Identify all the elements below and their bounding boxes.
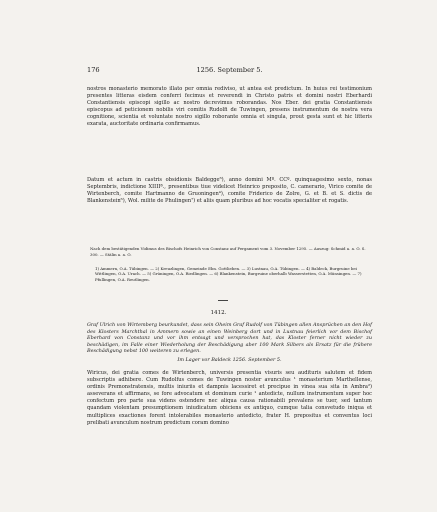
paragraph: Datum et actum in castris obsidionis Baldegge⁶), anno domini Mº. CCº. quinquagesimo sexto, nonas Septembris, indictione XIIIIª., presentibus tiue videlicet Heinrico preposito, C. camerario, Virico comite de Wirtenberch, comite Hartmanno de Gruoningen⁴), comite Friderico de Zolre, G. et B. et S. dictis de Blankenstein⁶), Wol. milite de Phulingen⁷) et aliis quam pluribus ad hoc vocatis specialiter et rogatis. — [87, 177, 372, 205]
regest-summary: Graf Ulrich von Wirtemberg beurkundet, dass sein Oheim Graf Rudolf von Tübingen allen Ansprüchen an den Hof des Klosters Marchthal in Ammern sowie an einen Weinberg dort und in Lustnau feierlich vor dem Bischof Eberhard von Constanz und vor ihm entsagt und versprochen hat, das Kloster ferner nicht wieder zu beschädigen, im Falle einer Wiederholung der Beschädigung aber 100 Mark Silbers als Ersatz für die frühere Beschädigung nebst 100 weiteren zu erlegen. — [87, 322, 372, 355]
text-block-charter — [87, 370, 372, 427]
footnote-line: 1) Ammern, O.A. Tübingen. — 2) Kreuzlingen, Gemeinde Ebn. Gottlieben. — 3) Lustnau, O.A. Tübingen. — 4) Baldeck, Burgruine bei Wittlingen, O.A. Urach. — 5) Grüningen, O.A. Riedlingen. — 6) Blankenstein, Burgruine oberhalb Wasserstetten, O.A. Münsingen. — 7) Pfullingen, O.A. Reutlingen. — [95, 266, 362, 282]
page-number: 176 — [87, 66, 100, 74]
paragraph: nostros monasterio memorato illato per omnia rediviso, ut antea est predictum. In huius rei testimonium presentes litteras eisdem conferri fecimus et reverendi in Christo patris et domini nostri Eberhardi Constantiensis episcopi sigillo ac nostro de:revimus roborandas. Nos Eber. dei gratia Constantiensis episcopus ad peticionem nobilis viri comitis Rudolfi de Tuwingen, presens instrumentum de nostra vera cognitione, scientia et voluntate nostro sigillo roborante omnia et singula, prout gesta sunt et hic litteris exarata, auctoritate ordinaria confirmamus. — [87, 86, 372, 128]
paragraph: Wiricus, dei gratia comes de Wirtenberch, universis presentia visuris seu audituris salutem et fidem subscriptis adhibere. Cum Rudolfus comes de Tuwingen noster avunculus ¹ monasterium Marthellense, ordinis Premonstratensis, multis iniuriis et dampnis lacessiret et precipue in vinea sua sita in Ambra²) asseverans et affirmans, se fore advocatum et dominum curie ¹ antedicte, nullum instrumentum super hoc confectum pro parte sua videns ostendere nec aliqua causa rationabili prevalens se tuer, sed tantum quandam violentam presumptionem iniudicatum obiciens ex antiquo, cumque talia consvetudo iniqua et multiplices exactiones forent intolerabiles monasterio antedicto, frater H. prepositus et conventus loci prelibati avunculum nostrum predictum coram domino — [87, 370, 372, 426]
document-number: 1412. — [210, 310, 227, 316]
dating-line: Im Lager vor Baldeck 1256. September 5. — [177, 357, 282, 363]
text-block-dating — [87, 177, 372, 205]
footnotes — [95, 266, 375, 282]
source-note: Nach dem bestätigenden Vidimus des Bischofs Heinrich von Constanz auf Pergament vom 3. November 1295. — Auszug: Schmid a. a. O. S. 300. — Stälin a. a. O. — [90, 246, 366, 257]
text-block-continued — [87, 86, 372, 129]
section-divider — [218, 300, 228, 301]
header-date: 1256. September 5. — [196, 66, 263, 74]
running-header — [87, 66, 372, 76]
